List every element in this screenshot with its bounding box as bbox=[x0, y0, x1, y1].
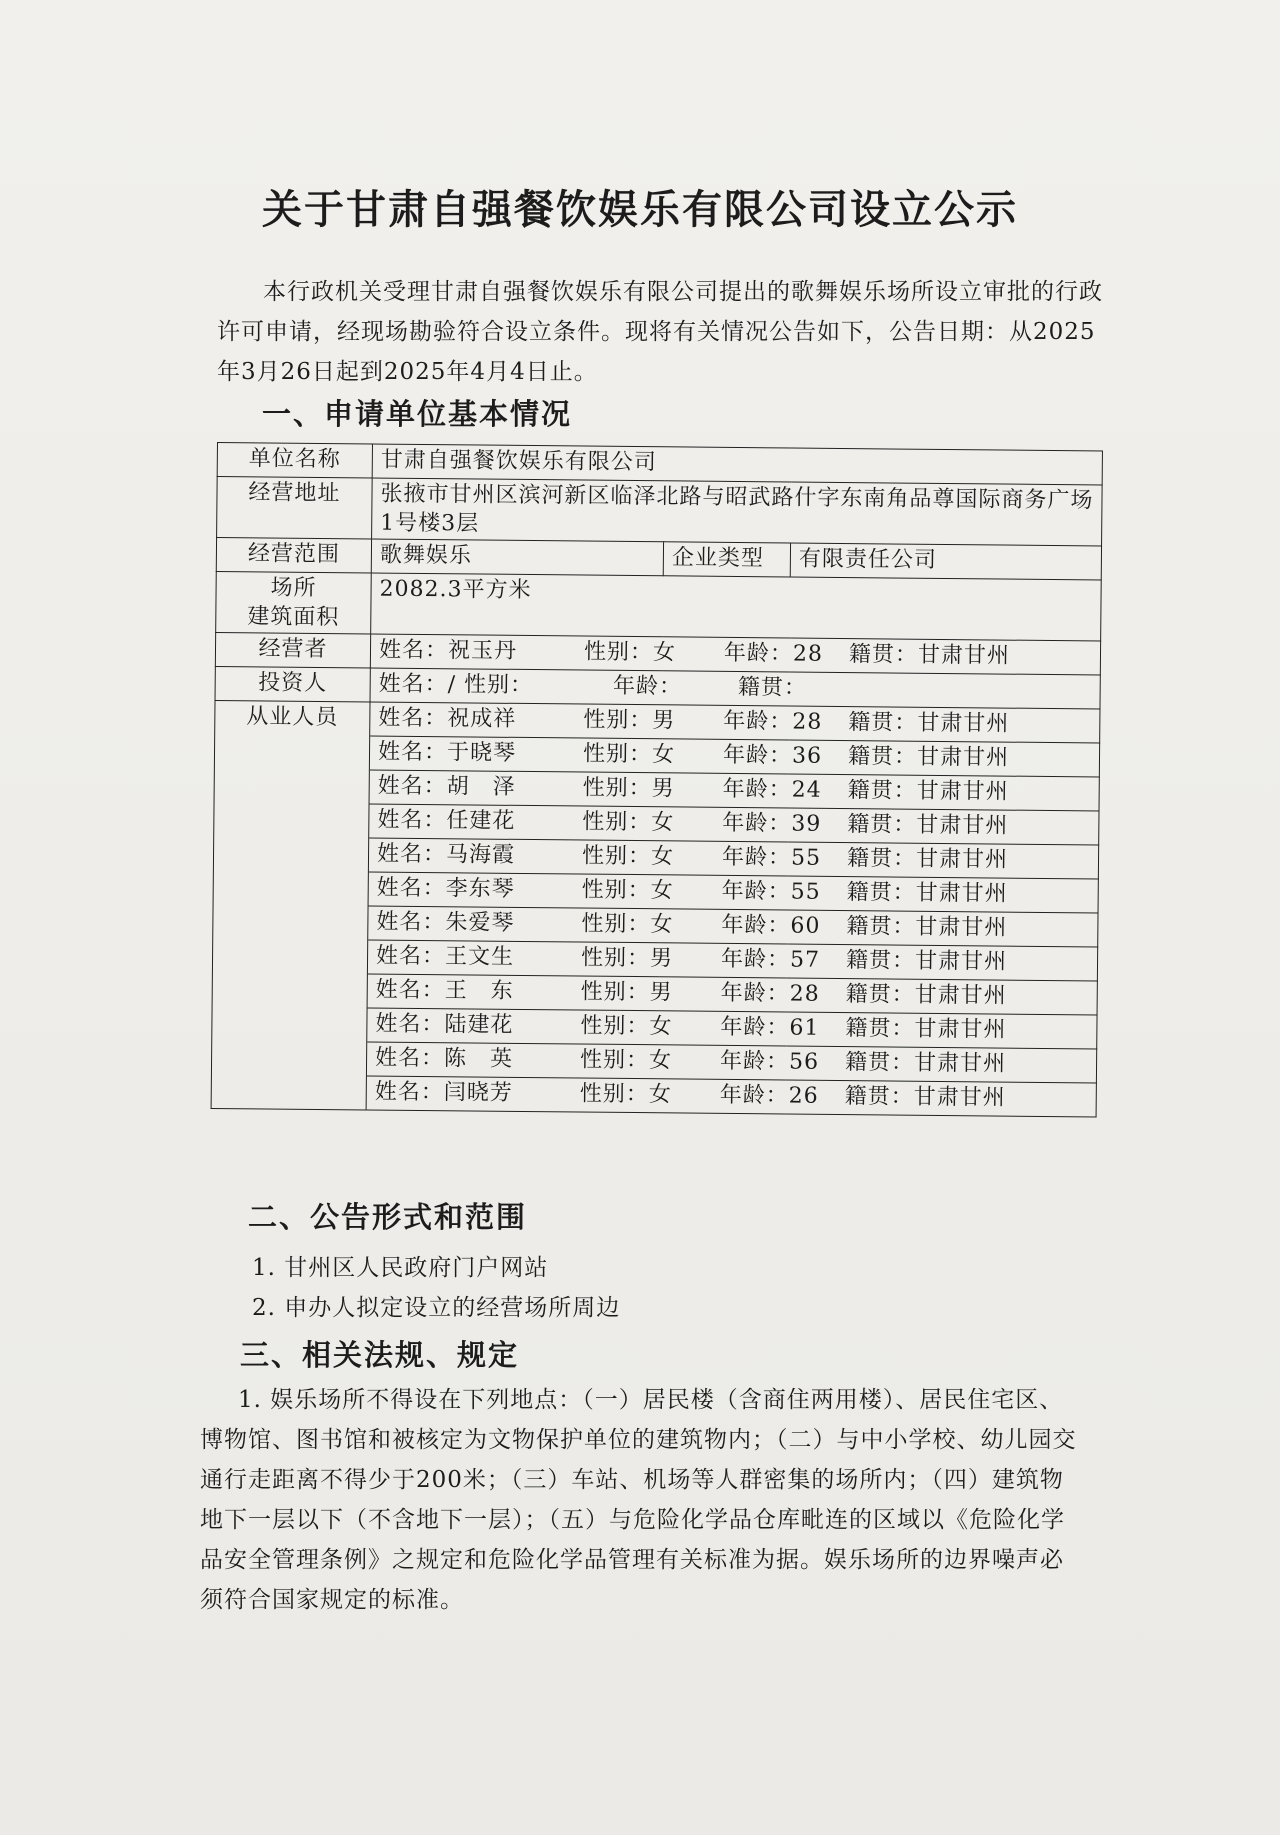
type-value: 有限责任公司 bbox=[790, 543, 1101, 580]
staff-origin: 籍贯：甘肃甘州 bbox=[846, 846, 1009, 873]
staff-age: 年龄：36 bbox=[722, 742, 823, 769]
staff-gender: 性别：女 bbox=[581, 877, 674, 904]
staff-label: 从业人员 bbox=[215, 700, 370, 735]
staff-age: 年龄：55 bbox=[721, 844, 822, 871]
intro-paragraph: 本行政机关受理甘肃自强餐饮娱乐有限公司提出的歌舞娱乐场所设立审批的行政许可申请，经现场勘验符合设立条件。现将有关情况公告如下，公告日期：从2025年3月26日起到2025年4月4日止。 bbox=[217, 279, 1103, 385]
staff-name: 姓名：陈 英 bbox=[374, 1045, 514, 1072]
section1-heading: 一、申请单位基本情况 bbox=[262, 397, 573, 431]
type-label: 企业类型 bbox=[663, 542, 790, 577]
staff-gender: 性别：男 bbox=[583, 707, 676, 734]
staff-origin: 籍贯：甘肃甘州 bbox=[847, 812, 1009, 839]
staff-fields bbox=[377, 874, 1008, 909]
staff-row bbox=[211, 1074, 1096, 1116]
staff-age: 年龄：60 bbox=[721, 912, 821, 939]
area-label-line1: 场所 bbox=[270, 575, 317, 601]
staff-origin: 籍贯：甘肃甘州 bbox=[846, 880, 1008, 907]
staff-origin: 籍贯：甘肃甘州 bbox=[845, 982, 1007, 1009]
unit-name-label: 单位名称 bbox=[217, 443, 372, 478]
staff-label-empty bbox=[213, 836, 368, 871]
staff-gender: 性别：女 bbox=[582, 741, 676, 768]
staff-gender: 性别：女 bbox=[581, 911, 674, 938]
operator-age: 年龄：28 bbox=[723, 640, 824, 667]
staff-label-empty bbox=[212, 1006, 367, 1041]
operator-label: 经营者 bbox=[215, 632, 370, 667]
staff-label-empty bbox=[211, 1074, 366, 1109]
applicant-info-table bbox=[211, 442, 1103, 1117]
staff-fields bbox=[375, 1044, 1006, 1079]
operator-name: 姓名：祝玉丹 bbox=[378, 637, 518, 664]
staff-label-empty bbox=[213, 904, 368, 939]
staff-origin: 籍贯：甘肃甘州 bbox=[847, 744, 1010, 771]
operator-origin: 籍贯：甘肃甘州 bbox=[848, 642, 1011, 669]
staff-age: 年龄：56 bbox=[719, 1048, 820, 1075]
staff-label-empty bbox=[213, 870, 368, 905]
staff-info bbox=[366, 1076, 1096, 1117]
staff-age: 年龄：61 bbox=[720, 1014, 820, 1041]
regulations-paragraph: 1. 娱乐场所不得设在下列地点：（一）居民楼（含商住两用楼）、居民住宅区、博物馆、图书馆和被核定为文物保护单位的建筑物内；（二）与中小学校、幼儿园交通行走距离不得少于200米；（三）车站、机场等人群密集的场所内；（四）建筑物地下一层以下（不含地下一层）；（五）与危险化学品仓库毗连的区域以《危险化学品安全管理条例》之规定和危险化学品管理有关标准为据。娱乐场所的边界噪声必须符合国家规定的标准。 bbox=[200, 1387, 1077, 1613]
address-row bbox=[217, 477, 1103, 546]
staff-origin: 籍贯：甘肃甘州 bbox=[846, 914, 1008, 941]
staff-gender: 性别：女 bbox=[579, 1047, 673, 1074]
staff-age: 年龄：26 bbox=[719, 1082, 819, 1109]
staff-fields bbox=[376, 976, 1007, 1011]
area-value: 2082.3平方米 bbox=[371, 573, 1102, 641]
investor-text: 姓名：/ 性别： 年龄： 籍贯： bbox=[378, 671, 808, 701]
staff-origin: 籍贯：甘肃甘州 bbox=[844, 1050, 1007, 1077]
staff-gender: 性别：男 bbox=[580, 945, 674, 972]
investor-label: 投资人 bbox=[215, 666, 370, 701]
staff-gender: 性别：男 bbox=[580, 979, 673, 1006]
staff-name: 姓名：胡 泽 bbox=[377, 773, 516, 800]
staff-label-empty bbox=[214, 802, 369, 837]
staff-origin: 籍贯：甘肃甘州 bbox=[847, 778, 1009, 805]
staff-origin: 籍贯：甘肃甘州 bbox=[845, 1016, 1007, 1043]
staff-label-empty bbox=[211, 1040, 366, 1075]
staff-name: 姓名：马海霞 bbox=[376, 841, 516, 868]
staff-fields bbox=[378, 772, 1009, 807]
staff-name: 姓名：李东琴 bbox=[376, 875, 515, 902]
area-row bbox=[216, 571, 1102, 640]
staff-origin: 籍贯：甘肃甘州 bbox=[845, 948, 1008, 975]
staff-label-empty bbox=[214, 768, 369, 803]
staff-age: 年龄：28 bbox=[723, 708, 823, 735]
scope-label: 经营范围 bbox=[216, 538, 371, 573]
staff-label-empty bbox=[212, 938, 367, 973]
staff-name: 姓名：任建花 bbox=[377, 807, 516, 834]
address-label: 经营地址 bbox=[217, 477, 373, 539]
document-title: 关于甘肃自强餐饮娱乐有限公司设立公示 bbox=[262, 187, 1018, 233]
staff-name: 姓名：王文生 bbox=[375, 943, 515, 970]
staff-age: 年龄：57 bbox=[720, 946, 821, 973]
staff-label-empty bbox=[214, 734, 369, 769]
unit-name-value: 甘肃自强餐饮娱乐有限公司 bbox=[372, 444, 1102, 485]
area-label-line2: 建筑面积 bbox=[247, 604, 340, 631]
staff-fields bbox=[378, 704, 1009, 739]
staff-age: 年龄：28 bbox=[720, 980, 820, 1007]
operator-fields bbox=[379, 636, 1010, 671]
staff-fields bbox=[377, 806, 1008, 841]
staff-origin: 籍贯：甘肃甘州 bbox=[848, 710, 1010, 737]
section3-heading: 三、相关法规、规定 bbox=[240, 1338, 520, 1372]
operator-gender: 性别：女 bbox=[583, 639, 677, 666]
publicity-scope-list bbox=[252, 1248, 620, 1328]
staff-name: 姓名：王 东 bbox=[375, 977, 514, 1004]
staff-fields bbox=[376, 942, 1007, 977]
staff-fields bbox=[376, 908, 1007, 943]
section2-heading: 二、公告形式和范围 bbox=[248, 1200, 528, 1234]
list-item: 1. 甘州区人民政府门户网站 bbox=[252, 1255, 549, 1281]
staff-label-empty bbox=[212, 972, 367, 1007]
staff-name: 姓名：闫晓芳 bbox=[374, 1079, 513, 1106]
scope-value: 歌舞娱乐 bbox=[371, 539, 663, 576]
address-value: 张掖市甘州区滨河新区临泽北路与昭武路什字东南角品尊国际商务广场1号楼3层 bbox=[372, 478, 1103, 546]
staff-age: 年龄：55 bbox=[721, 878, 821, 905]
staff-origin: 籍贯：甘肃甘州 bbox=[844, 1084, 1006, 1111]
staff-fields bbox=[375, 1010, 1006, 1045]
staff-name: 姓名：朱爱琴 bbox=[376, 909, 515, 936]
staff-name: 姓名：陆建花 bbox=[375, 1011, 514, 1038]
staff-gender: 性别：女 bbox=[580, 1013, 673, 1040]
staff-fields bbox=[375, 1078, 1006, 1113]
staff-gender: 性别：女 bbox=[582, 809, 675, 836]
staff-age: 年龄：24 bbox=[722, 776, 822, 803]
staff-age: 年龄：39 bbox=[722, 810, 822, 837]
staff-name: 姓名：祝成祥 bbox=[378, 705, 517, 732]
list-item: 2. 申办人拟定设立的经营场所周边 bbox=[252, 1295, 621, 1321]
staff-fields bbox=[377, 840, 1008, 875]
staff-gender: 性别：女 bbox=[579, 1081, 672, 1108]
area-label bbox=[216, 571, 372, 633]
staff-gender: 性别：女 bbox=[581, 843, 675, 870]
staff-name: 姓名：于晓琴 bbox=[377, 739, 517, 766]
staff-gender: 性别：男 bbox=[582, 775, 675, 802]
staff-fields bbox=[378, 738, 1009, 773]
